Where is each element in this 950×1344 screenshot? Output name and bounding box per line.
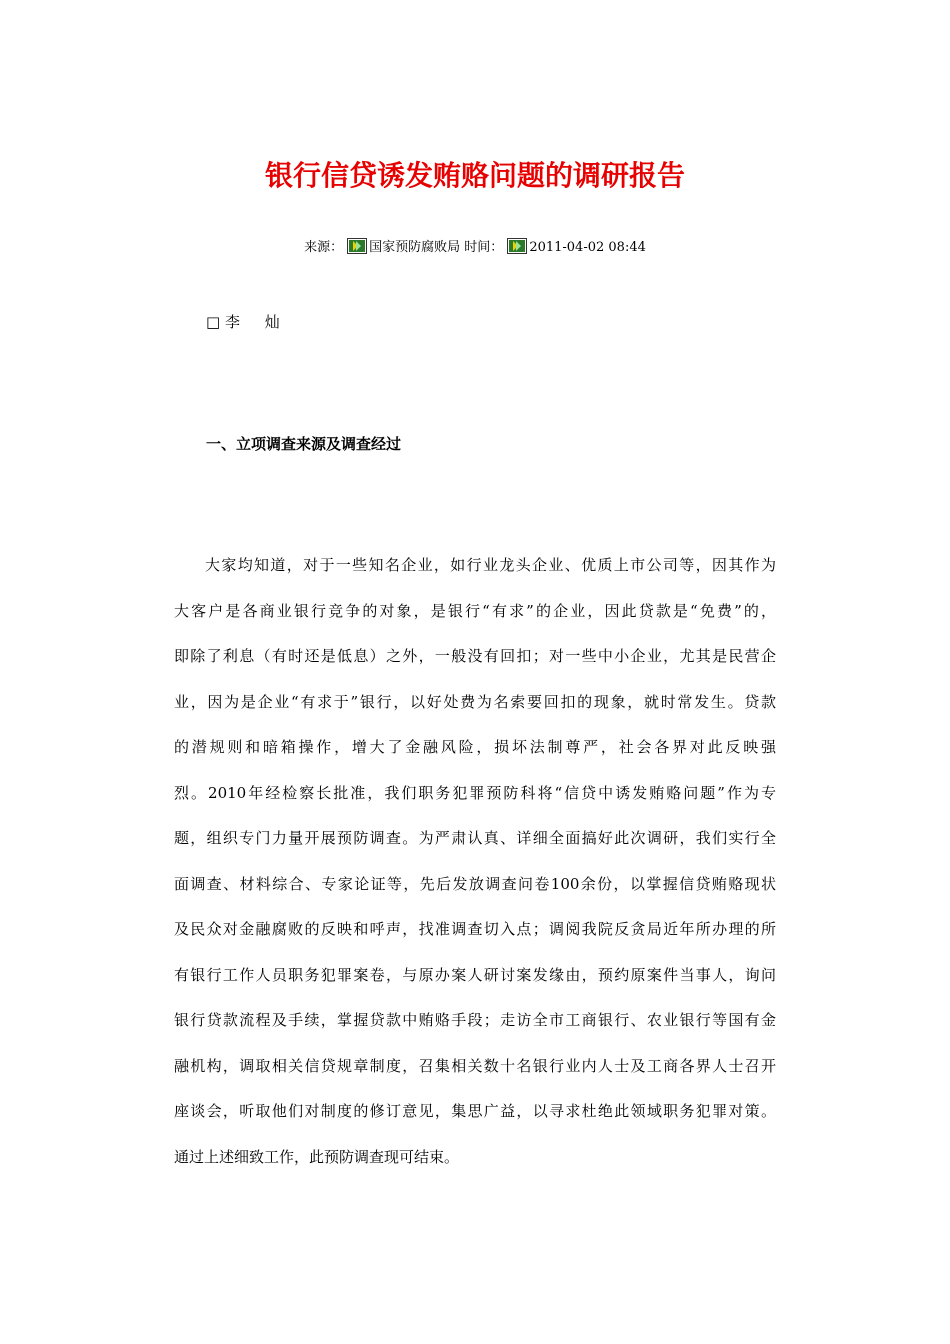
paragraph-line: 有银行工作人员职务犯罪案卷，与原办案人研讨案发缘由，预约原案件当事人，询问 xyxy=(174,965,776,984)
source-label: 来源： xyxy=(304,240,344,255)
section-heading: 一、立项调查来源及调查经过 xyxy=(206,435,402,453)
paragraph-line: 的潜规则和暗箱操作，增大了金融风险，损坏法制尊严，社会各界对此反映强 xyxy=(174,738,776,756)
source-value: 国家预防腐败局 xyxy=(369,240,461,255)
time-value: 2011-04-02 08:44 xyxy=(529,240,646,255)
document-icon xyxy=(507,238,527,254)
document-icon xyxy=(347,238,367,254)
paragraph-line: 大家均知道，对于一些知名企业，如行业龙头企业、优质上市公司等，因其作为 xyxy=(205,556,776,574)
author-marker: □ xyxy=(206,313,221,331)
paragraph-line: 通过上述细致工作，此预防调查现可结束。 xyxy=(174,1147,460,1166)
author-line xyxy=(206,311,290,333)
paragraph-line: 题，组织专门力量开展预防调查。为严肃认真、详细全面搞好此次调研，我们实行全 xyxy=(174,829,776,847)
paragraph-line: 融机构，调取相关信贷规章制度，召集相关数十名银行业内人士及工商各界人士召开 xyxy=(174,1056,776,1075)
paragraph-line: 及民众对金融腐败的反映和呼声，找准调查切入点；调阅我院反贪局近年所办理的所 xyxy=(174,920,776,938)
paragraph-line: 业，因为是企业“有求于”银行，以好处费为名索要回扣的现象，就时常发生。贷款 xyxy=(174,692,776,711)
page-title: 银行信贷诱发贿赂问题的调研报告 xyxy=(264,159,685,192)
paragraph-line: 即除了利息（有时还是低息）之外，一般没有回扣；对一些中小企业，尤其是民营企 xyxy=(174,647,776,665)
paragraph-line: 大客户是各商业银行竞争的对象，是银行“有求”的企业，因此贷款是“免费”的， xyxy=(174,601,776,620)
time-label: 时间： xyxy=(464,240,504,255)
paragraph-line: 银行贷款流程及手续，掌握贷款中贿赂手段；走访全市工商银行、农业银行等国有金 xyxy=(174,1011,776,1029)
paragraph-line: 面调查、材料综合、专家论证等，先后发放调查问卷100余份，以掌握信贷贿赂现状 xyxy=(174,874,776,893)
body-paragraph xyxy=(174,554,776,1191)
paragraph-line: 座谈会，听取他们对制度的修订意见，集思广益，以寻求杜绝此领域职务犯罪对策。 xyxy=(174,1102,776,1120)
article-meta xyxy=(0,238,950,258)
paragraph-line: 烈。2010年经检察长批准，我们职务犯罪预防科将“信贷中诱发贿赂问题”作为专 xyxy=(174,783,776,802)
author-name: 李 灿 xyxy=(224,313,290,331)
